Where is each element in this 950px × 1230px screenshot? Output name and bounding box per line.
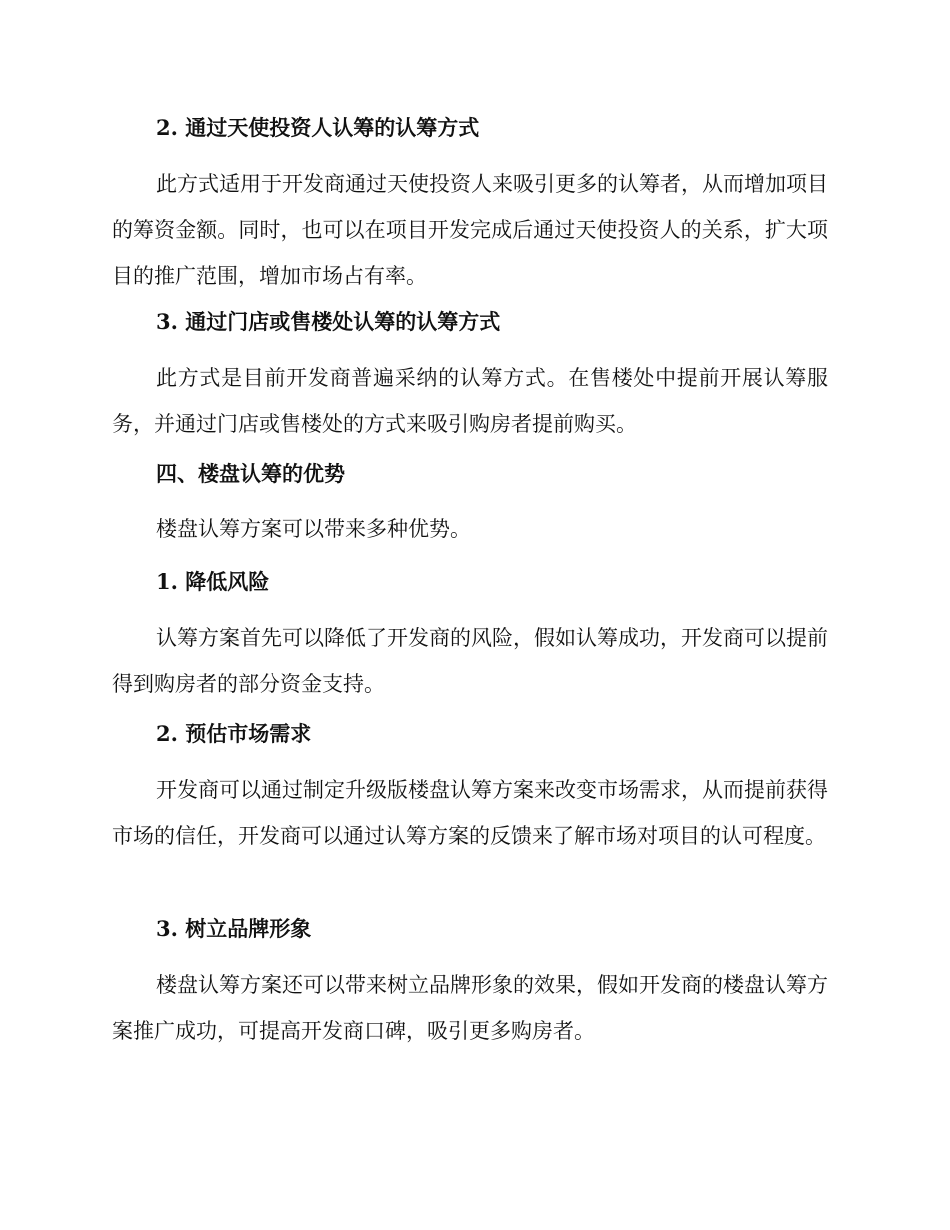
paragraph-angel-investor: 此方式适用于开发商通过天使投资人来吸引更多的认筹者，从而增加项目的筹资金额。同时，也可以在项目开发完成后通过天使投资人的关系，扩大项目的推广范围，增加市场占有率。 xyxy=(112,172,828,288)
section-heading-brand-image: 3. 树立品牌形象 xyxy=(156,916,312,941)
section-heading-sales-office: 3. 通过门店或售楼处认筹的认筹方式 xyxy=(156,309,501,334)
paragraph-market-demand: 开发商可以通过制定升级版楼盘认筹方案来改变市场需求，从而提前获得市场的信任，开发商可以通过认筹方案的反馈来了解市场对项目的认可程度。 xyxy=(112,778,828,848)
paragraph-sales-office: 此方式是目前开发商普遍采纳的认筹方式。在售楼处中提前开展认筹服务，并通过门店或售楼处的方式来吸引购房者提前购买。 xyxy=(112,366,828,436)
paragraph-brand-image: 楼盘认筹方案还可以带来树立品牌形象的效果，假如开发商的楼盘认筹方案推广成功，可提高开发商口碑，吸引更多购房者。 xyxy=(112,973,828,1043)
section-heading-advantages: 四、楼盘认筹的优势 xyxy=(156,461,345,486)
section-heading-angel-investor: 2. 通过天使投资人认筹的认筹方式 xyxy=(156,115,480,140)
section-heading-reduce-risk: 1. 降低风险 xyxy=(156,569,270,594)
section-heading-market-demand: 2. 预估市场需求 xyxy=(156,721,312,746)
paragraph-reduce-risk: 认筹方案首先可以降低了开发商的风险，假如认筹成功，开发商可以提前得到购房者的部分资金支持。 xyxy=(112,626,828,696)
paragraph-advantages-intro: 楼盘认筹方案可以带来多种优势。 xyxy=(156,517,471,541)
